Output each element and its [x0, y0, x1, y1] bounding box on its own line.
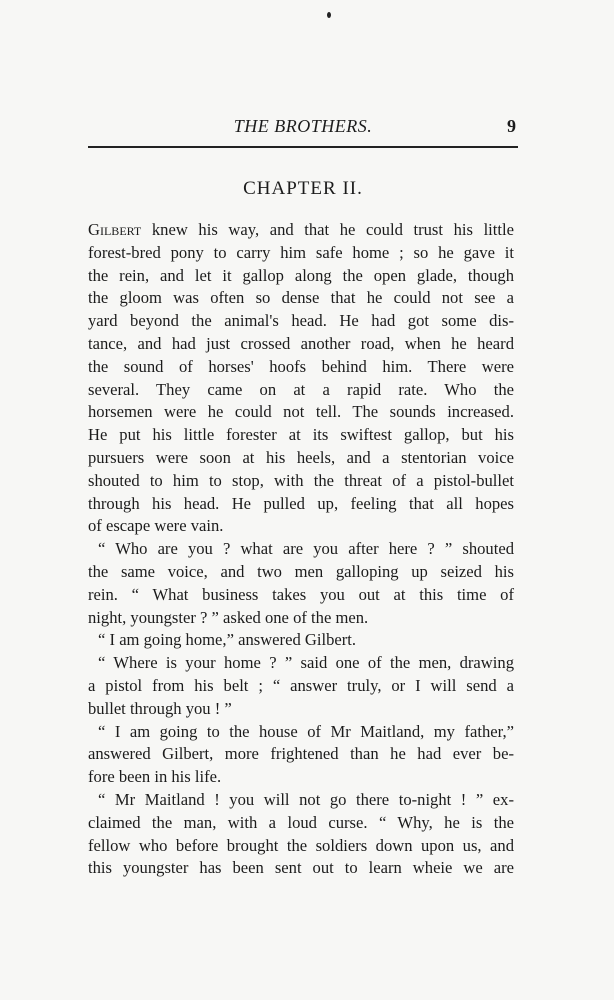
text-line: claimed the man, with a loud curse. “ Why, he is the [88, 812, 514, 832]
text-line: horsemen were he could not tell. The sounds increased. [88, 402, 514, 422]
ink-speck [327, 12, 331, 18]
text-line: the same voice, and two men galloping up seized his [88, 561, 514, 581]
text-line: He put his little forester at its swiftest gallop, but his [88, 425, 514, 445]
text-line: the sound of horses' hoofs behind him. There were [88, 356, 514, 376]
text-line: “ Where is your home ? ” said one of the men, drawing [98, 653, 514, 673]
text-line: pursuers were soon at his heels, and a stentorian voice [88, 447, 514, 467]
text-line: a pistol from his belt ; “ answer truly, or I will send a [88, 675, 514, 695]
text-line: “ Mr Maitland ! you will not go there to-night ! ” ex- [98, 789, 514, 809]
text-line: bullet through you ! ” [88, 698, 232, 718]
text-line: of escape were vain. [88, 516, 224, 536]
chapter-heading: CHAPTER II. [243, 178, 363, 199]
text-line: “ I am going home,” answered Gilbert. [98, 630, 357, 650]
text-line: “ Who are you ? what are you after here ? ” shouted [98, 539, 514, 559]
text-line: fellow who before brought the soldiers down upon us, and [88, 835, 514, 855]
text-line: tance, and had just crossed another road, when he heard [88, 333, 514, 353]
text-line: fore been in his life. [88, 767, 222, 787]
text-line: the gloom was often so dense that he could not see a [88, 288, 514, 308]
running-header [88, 116, 518, 140]
text-line: “ I am going to the house of Mr Maitland, my father,” [98, 721, 514, 741]
opening-word: Gilbert [88, 220, 142, 239]
header-rule [88, 146, 518, 148]
text-line: several. They came on at a rapid rate. Who the [88, 379, 514, 399]
text-line: night, youngster ? ” asked one of the men. [88, 607, 369, 627]
text-line: this youngster has been sent out to learn wheie we are [88, 858, 514, 878]
page-number: 9 [507, 116, 516, 136]
running-title: THE BROTHERS. [233, 116, 373, 136]
body-text [88, 219, 514, 880]
text-line: shouted to him to stop, with the threat of a pistol-bullet [88, 470, 514, 490]
text-line: forest-bred pony to carry him safe home ; so he gave it [88, 242, 514, 262]
text-line: yard beyond the animal's head. He had got some dis- [88, 311, 514, 331]
text-line: the rein, and let it gallop along the open glade, though [88, 265, 514, 285]
text-line: Gilbert knew his way, and that he could trust his little [88, 220, 514, 239]
text-line: rein. “ What business takes you out at this time of [88, 584, 514, 604]
text-line: through his head. He pulled up, feeling that all hopes [88, 493, 514, 513]
text-line: answered Gilbert, more frightened than he had ever be- [88, 744, 514, 764]
